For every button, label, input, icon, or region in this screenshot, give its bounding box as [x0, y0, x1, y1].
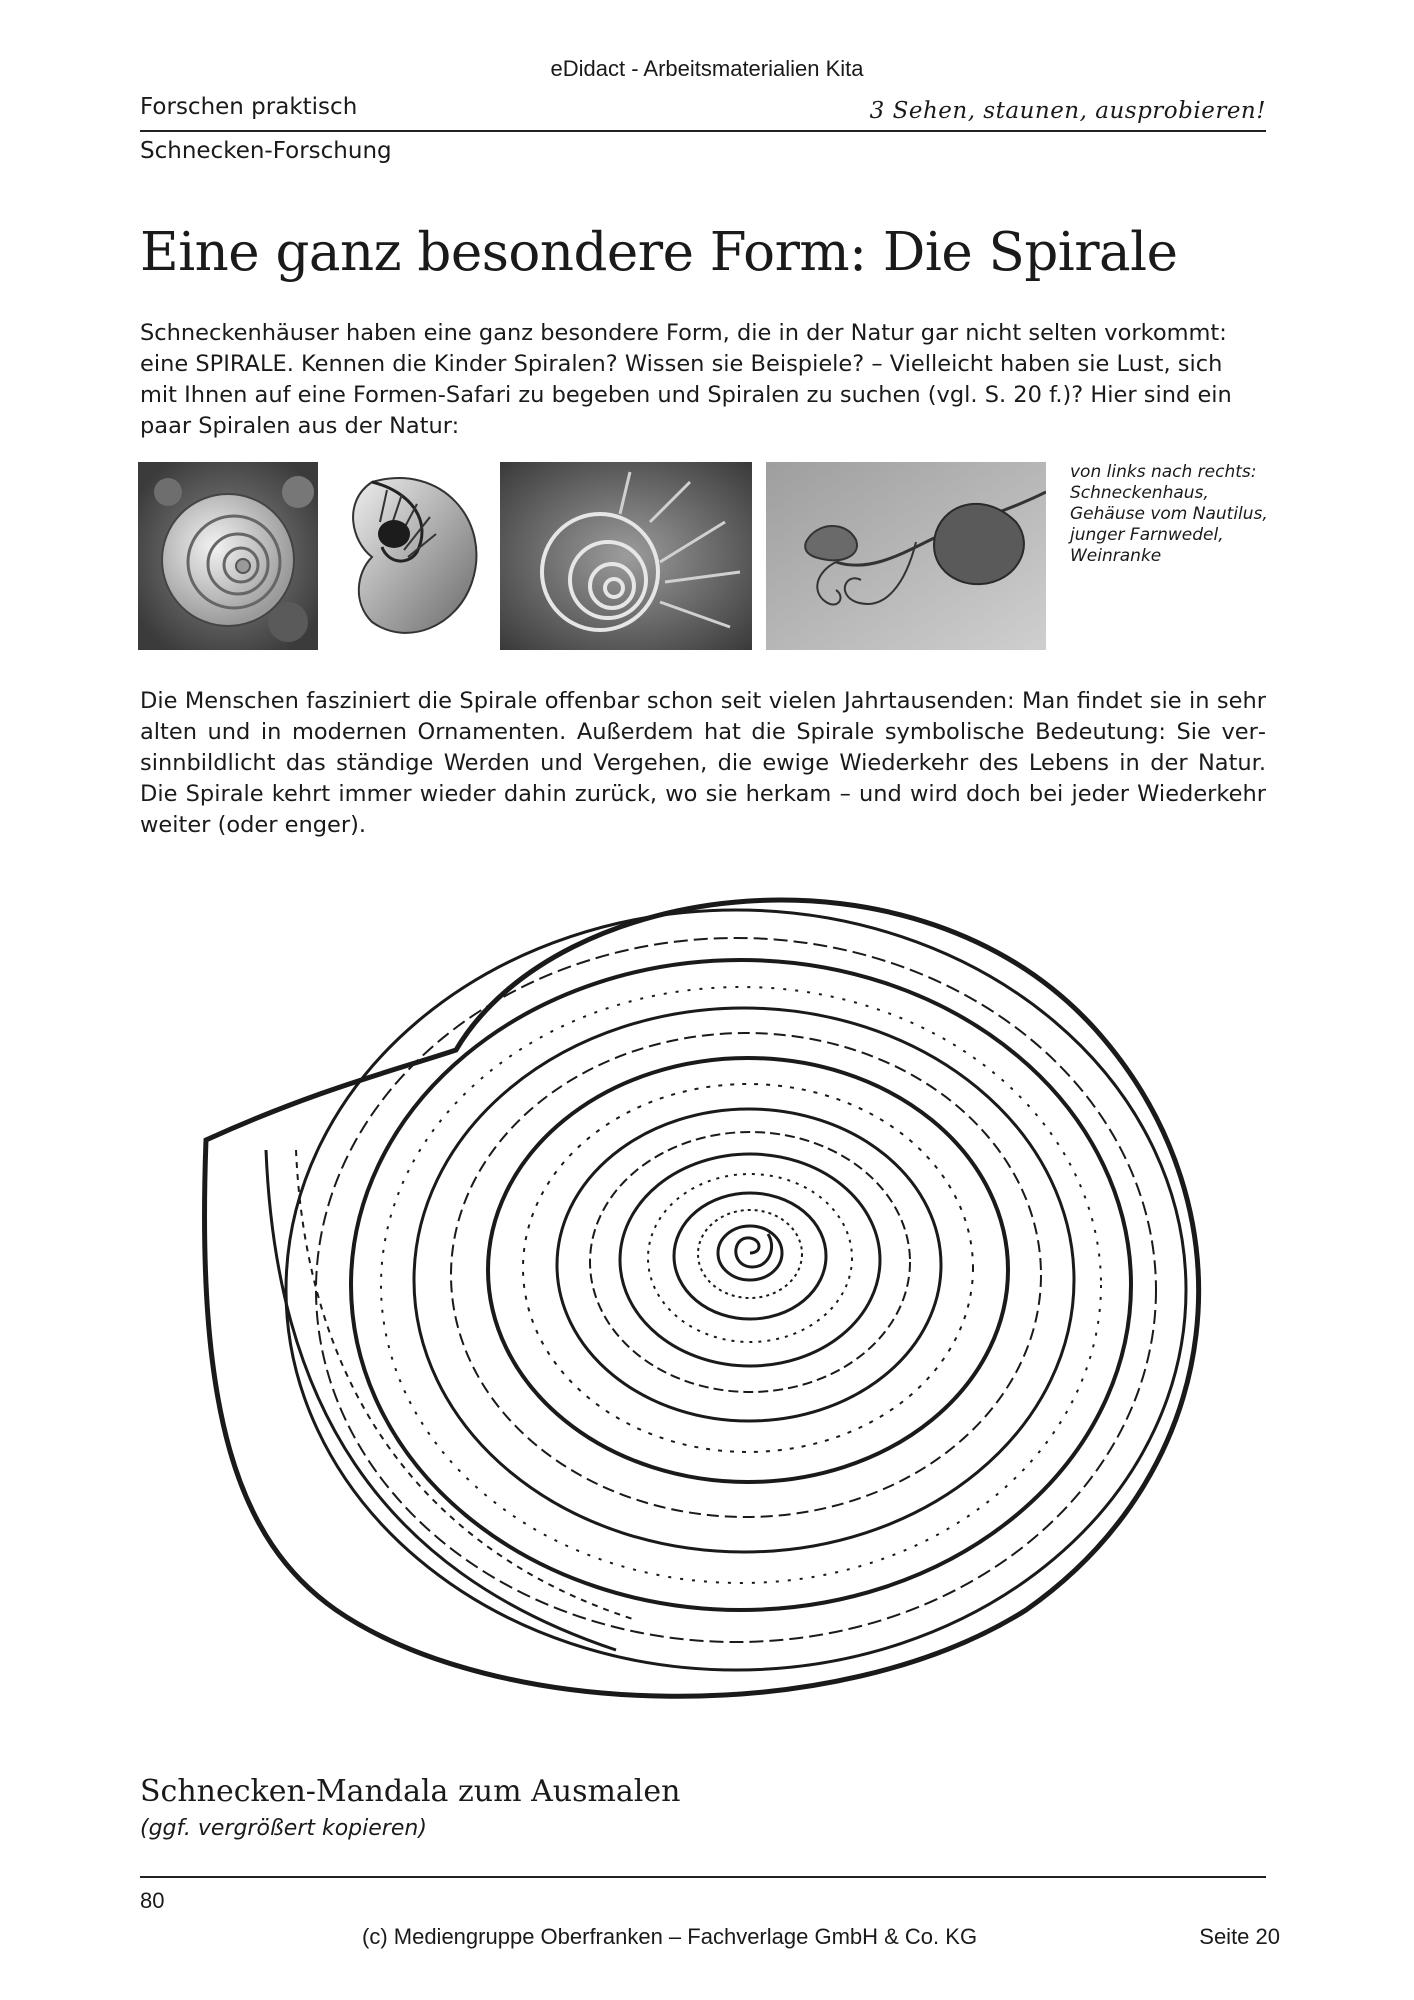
body-paragraph: Die Menschen fasziniert die Spirale offenbar schon seit vielen Jahrtausenden: Man findet sie in sehr alten und in modernen Ornamenten. Außerdem hat die Spirale symbolische Bedeutung: Sie versinnbildlicht das ständige Werden und Vergehen, die ewige Wiederkehr des Lebens in der Natur. Die Spirale kehrt immer wieder dahin zurück, wo sie herkam – und wird doch bei jeder Wiederkehr weiter (oder enger).: [140, 688, 1266, 838]
photo-vine-tendril: [766, 462, 1046, 650]
photo-caption: [1070, 462, 1270, 567]
caption-line: von links nach rechts:: [1070, 462, 1257, 482]
header-divider: [140, 130, 1266, 132]
caption-line: Gehäuse vom Nautilus,: [1070, 504, 1268, 524]
header-section: Forschen praktisch: [140, 94, 358, 120]
header-chapter: 3 Sehen, staunen, ausprobieren!: [869, 98, 1266, 124]
mandala-title: Schnecken-Mandala zum Ausmalen: [140, 1774, 681, 1809]
page-number: 80: [140, 1888, 165, 1913]
caption-line: Weinranke: [1070, 546, 1162, 566]
photo-fern: [500, 462, 752, 650]
header-subsection: Schnecken-Forschung: [140, 138, 392, 164]
intro-paragraph: Schneckenhäuser haben eine ganz besondere Form, die in der Natur gar nicht selten vorkommt: eine SPIRALE. Kennen die Kinder Spiralen? Wissen sie Beispiele? – Vielleicht haben sie Lust, sich mit Ihnen auf eine Formen-Safari zu begeben und Spiralen zu suchen (vgl. S. 20 f.)? Hier sind ein paar Spiralen aus der Natur:: [140, 320, 1232, 439]
page-label: Seite 20: [1199, 1924, 1280, 1949]
photo-nautilus: [332, 462, 492, 650]
caption-line: Schneckenhaus,: [1070, 483, 1209, 503]
copyright-notice: (c) Mediengruppe Oberfranken – Fachverlage GmbH & Co. KG: [362, 1924, 978, 1949]
footer-divider: [140, 1876, 1266, 1878]
mandala-note: (ggf. vergrößert kopieren): [140, 1816, 427, 1841]
snail-mandala-drawing: [196, 850, 1236, 1724]
photo-snail-shell: [138, 462, 318, 650]
caption-line: junger Farnwedel,: [1070, 525, 1224, 545]
page-title: Eine ganz besondere Form: Die Spirale: [140, 222, 1178, 283]
document-banner: eDidact - Arbeitsmaterialien Kita: [550, 56, 864, 81]
